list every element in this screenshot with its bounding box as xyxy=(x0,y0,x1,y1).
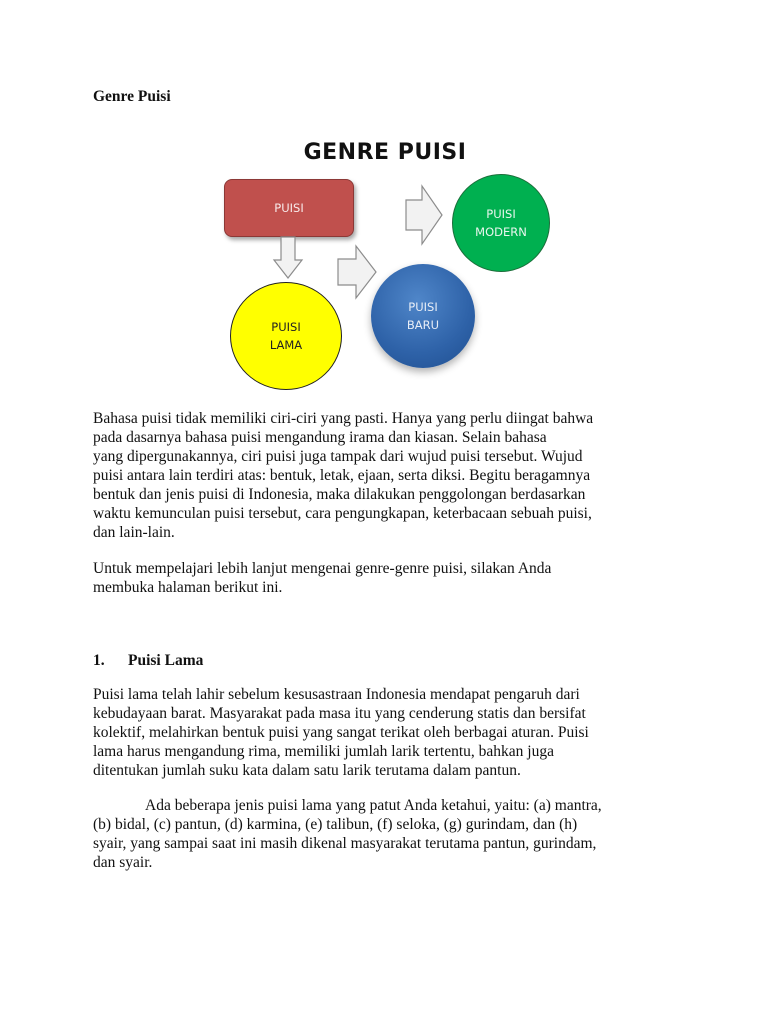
paragraph-line: dan lain-lain. xyxy=(93,524,175,541)
paragraph-line: kolektif, melahirkan bentuk puisi yang sangat terikat oleh berbagai aturan. Puisi xyxy=(93,724,589,741)
paragraph-line: ditentukan jumlah suku kata dalam satu larik terutama dalam pantun. xyxy=(93,762,521,779)
diagram-title: GENRE PUISI xyxy=(303,140,467,165)
puisi-baru-label-2: BARU xyxy=(406,318,440,332)
paragraph-line: Puisi lama telah lahir sebelum kesusastraan Indonesia mendapat pengaruh dari xyxy=(93,686,580,703)
puisi-node xyxy=(224,179,354,237)
paragraph-line: Ada beberapa jenis puisi lama yang patut Anda ketahui, yaitu: (a) mantra, xyxy=(145,797,602,814)
right-arrow-icon xyxy=(404,184,444,246)
puisi-node-label: PUISI xyxy=(274,201,304,215)
paragraph-line: (b) bidal, (c) pantun, (d) karmina, (e) talibun, (f) seloka, (g) gurindam, dan (h) xyxy=(93,816,578,833)
paragraph-line: kebudayaan barat. Masyarakat pada masa itu yang cenderung statis dan bersifat xyxy=(93,705,586,722)
puisi-modern-label-1: PUISI xyxy=(486,207,516,221)
puisi-lama-label-1: PUISI xyxy=(271,320,301,334)
right-arrow-icon xyxy=(336,244,378,300)
paragraph-line: Untuk mempelajari lebih lanjut mengenai genre-genre puisi, silakan Anda xyxy=(93,560,552,577)
puisi-baru-node xyxy=(371,264,475,368)
puisi-lama-node xyxy=(230,282,342,390)
paragraph-line: waktu kemunculan puisi tersebut, cara pengungkapan, keterbacaan sebuah puisi, xyxy=(93,505,592,522)
paragraph-line: bentuk dan jenis puisi di Indonesia, maka dilakukan penggolongan berdasarkan xyxy=(93,486,586,503)
paragraph-line: lama harus mengandung rima, memiliki jumlah larik tertentu, bahkan juga xyxy=(93,743,554,760)
paragraph-line: membuka halaman berikut ini. xyxy=(93,579,283,596)
page-heading: Genre Puisi xyxy=(93,88,171,105)
puisi-modern-node xyxy=(452,174,550,272)
section-number: 1. xyxy=(93,652,105,669)
paragraph-line: puisi antara lain terdiri atas: bentuk, letak, ejaan, serta diksi. Begitu beragamnya xyxy=(93,467,591,484)
paragraph-line: pada dasarnya bahasa puisi mengandung irama dan kiasan. Selain bahasa xyxy=(93,429,547,446)
section-title: Puisi Lama xyxy=(128,652,204,669)
puisi-modern-label-2: MODERN xyxy=(475,225,527,239)
puisi-baru-label-1: PUISI xyxy=(408,300,438,314)
paragraph-line: yang dipergunakannya, ciri puisi juga tampak dari wujud puisi tersebut. Wujud xyxy=(93,448,583,465)
paragraph-line: syair, yang sampai saat ini masih dikenal masyarakat terutama pantun, gurindam, xyxy=(93,835,597,852)
down-arrow-icon xyxy=(272,236,304,280)
puisi-lama-label-2: LAMA xyxy=(269,338,303,352)
paragraph-line: Bahasa puisi tidak memiliki ciri-ciri yang pasti. Hanya yang perlu diingat bahwa xyxy=(93,410,594,427)
paragraph-line: dan syair. xyxy=(93,854,153,871)
